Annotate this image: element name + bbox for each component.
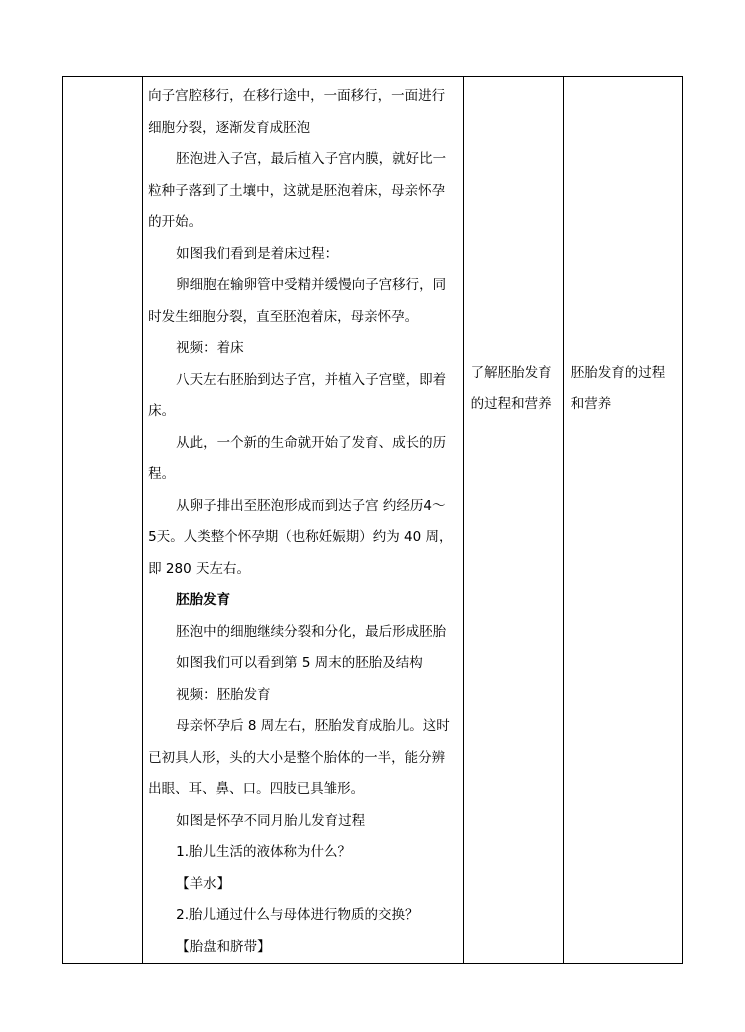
content-paragraph: 从卵子排出至胚泡形成而到达子宫 约经历4～ xyxy=(176,497,446,514)
content-paragraph: 母亲怀孕后 8 周左右，胚胎发育成胎儿。这时 xyxy=(176,718,450,734)
content-paragraph: 已初具人形，头的大小是整个胎体的一半，能分辨 xyxy=(148,749,446,766)
content-paragraph: 八天左右胚胎到达子宫，并植入子宫壁，即着 xyxy=(176,371,447,388)
content-paragraph: 胚泡中的细胞继续分裂和分化，最后形成胚胎 xyxy=(176,623,447,640)
content-paragraph: 程。 xyxy=(148,466,176,482)
content-paragraph: 【羊水】 xyxy=(176,875,231,892)
content-paragraph: 床。 xyxy=(148,403,176,419)
content-paragraph: 卵细胞在输卵管中受精并缓慢向子宫移行，同 xyxy=(176,277,447,293)
content-paragraph: 胚胎发育 xyxy=(176,592,231,608)
content-paragraph: 如图是怀孕不同月胎儿发育过程 xyxy=(176,812,366,829)
content-paragraph: 细胞分裂，逐渐发育成胚泡 xyxy=(148,119,311,136)
design-intent-line-1: 了解胚胎发育 xyxy=(470,365,552,381)
content-paragraph: 视频：胚胎发育 xyxy=(176,686,271,703)
key-point-line-2: 和营养 xyxy=(570,396,612,412)
teaching-content-cell xyxy=(143,77,464,964)
content-paragraph: 视频：着床 xyxy=(176,340,244,356)
content-paragraph: 如图我们看到是着床过程： xyxy=(176,245,339,262)
content-paragraph: 胚泡进入子宫，最后植入子宫内膜，就好比一 xyxy=(176,151,447,167)
content-paragraph: 即 280 天左右。 xyxy=(148,560,250,577)
content-paragraph: 粒种子落到了土壤中，这就是胚泡着床，母亲怀孕 xyxy=(148,182,446,199)
content-paragraph: 时发生细胞分裂，直至胚泡着床，母亲怀孕。 xyxy=(148,308,419,325)
key-point-line-1: 胚胎发育的过程 xyxy=(570,365,666,381)
lesson-table xyxy=(62,76,683,964)
content-paragraph: 向子宫腔移行，在移行途中，一面移行，一面进行 xyxy=(148,88,446,104)
content-paragraph: 出眼、耳、鼻、口。四肢已具雏形。 xyxy=(148,781,365,797)
design-intent-line-2: 的过程和营养 xyxy=(470,396,552,412)
content-paragraph: 【胎盘和脐带】 xyxy=(176,938,271,955)
design-intent-cell xyxy=(463,77,563,964)
content-paragraph: 如图我们可以看到第 5 周末的胚胎及结构 xyxy=(176,655,423,671)
empty-cell xyxy=(63,77,143,964)
content-paragraph: 1.胎儿生活的液体称为什么？ xyxy=(176,844,352,860)
table-row xyxy=(63,77,683,964)
content-paragraph: 5天。人类整个怀孕期（也称妊娠期）约为 40 周， xyxy=(148,529,453,545)
key-point-cell xyxy=(563,77,682,964)
content-paragraph: 2.胎儿通过什么与母体进行物质的交换？ xyxy=(176,907,419,923)
content-paragraph: 从此，一个新的生命就开始了发育、成长的历 xyxy=(176,434,447,451)
content-paragraph: 的开始。 xyxy=(148,214,203,230)
